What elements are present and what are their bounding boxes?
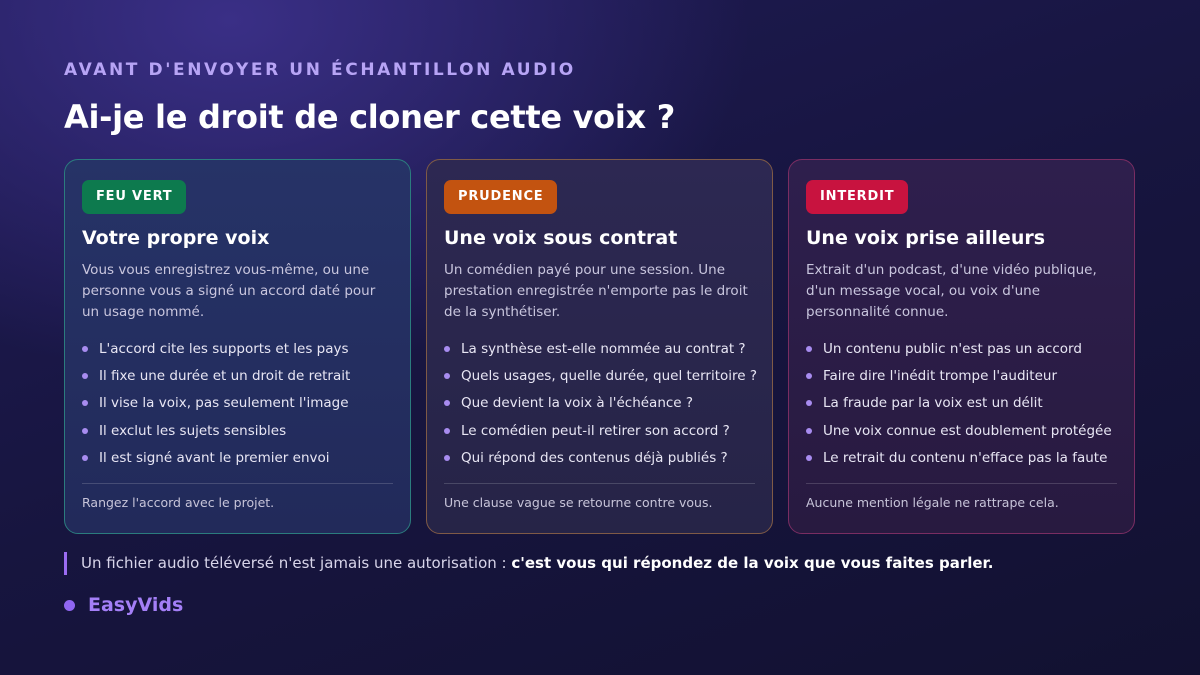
bullet-icon xyxy=(806,373,812,379)
quote-text: Un fichier audio téléversé n'est jamais une autorisation : xyxy=(81,554,512,572)
brand-logo xyxy=(64,594,183,616)
bullet-icon xyxy=(806,428,812,434)
card-green-light xyxy=(64,159,411,534)
card-footnote: Aucune mention légale ne rattrape cela. xyxy=(806,495,1059,510)
card-title: Une voix sous contrat xyxy=(444,227,678,249)
checklist xyxy=(806,339,1117,475)
list-item: Il fixe une durée et un droit de retrait xyxy=(82,366,393,393)
divider xyxy=(82,483,393,484)
card-footnote: Rangez l'accord avec le projet. xyxy=(82,495,275,510)
closing-quote xyxy=(64,552,994,575)
bullet-icon xyxy=(444,455,450,461)
eyebrow-label: AVANT D'ENVOYER UN ÉCHANTILLON AUDIO xyxy=(64,60,576,80)
bullet-icon xyxy=(82,400,88,406)
list-item: Qui répond des contenus déjà publiés ? xyxy=(444,448,755,475)
brand-dot-icon xyxy=(64,600,75,611)
status-badge: INTERDIT xyxy=(806,180,908,214)
card-description: Extrait d'un podcast, d'une vidéo publique, d'un message vocal, ou voix d'une personnalité connue. xyxy=(806,262,1097,320)
bullet-icon xyxy=(82,455,88,461)
list-item: Quels usages, quelle durée, quel territoire ? xyxy=(444,366,755,393)
list-item: Il est signé avant le premier envoi xyxy=(82,448,393,475)
bullet-icon xyxy=(82,346,88,352)
card-footnote: Une clause vague se retourne contre vous. xyxy=(444,495,713,510)
divider xyxy=(444,483,755,484)
bullet-icon xyxy=(806,400,812,406)
card-title: Une voix prise ailleurs xyxy=(806,227,1046,249)
card-forbidden xyxy=(788,159,1135,534)
quote-emphasis: c'est vous qui répondez de la voix que vous faites parler. xyxy=(511,554,994,572)
bullet-icon xyxy=(444,400,450,406)
list-item: La fraude par la voix est un délit xyxy=(806,393,1117,420)
bullet-icon xyxy=(444,346,450,352)
list-item: L'accord cite les supports et les pays xyxy=(82,339,393,366)
checklist xyxy=(444,339,758,475)
brand-name: EasyVids xyxy=(88,594,184,616)
status-badge: FEU VERT xyxy=(82,180,186,214)
list-item: Faire dire l'inédit trompe l'auditeur xyxy=(806,366,1117,393)
list-item: Il exclut les sujets sensibles xyxy=(82,421,393,448)
cards-row xyxy=(64,159,1135,534)
checklist xyxy=(82,339,393,475)
list-item: Que devient la voix à l'échéance ? xyxy=(444,393,755,420)
list-item: Une voix connue est doublement protégée xyxy=(806,421,1117,448)
list-item: Le comédien peut-il retirer son accord ? xyxy=(444,421,755,448)
page-title: Ai-je le droit de cloner cette voix ? xyxy=(64,98,675,136)
bullet-icon xyxy=(82,373,88,379)
list-item: Le retrait du contenu n'efface pas la faute xyxy=(806,448,1117,475)
card-description: Vous vous enregistrez vous-même, ou une personne vous a signé un accord daté pour un usage nommé. xyxy=(82,262,376,320)
bullet-icon xyxy=(444,373,450,379)
list-item: Un contenu public n'est pas un accord xyxy=(806,339,1117,366)
list-item: La synthèse est-elle nommée au contrat ? xyxy=(444,339,755,366)
status-badge: PRUDENCE xyxy=(444,180,557,214)
list-item: Il vise la voix, pas seulement l'image xyxy=(82,393,393,420)
bullet-icon xyxy=(444,428,450,434)
card-title: Votre propre voix xyxy=(82,227,270,249)
card-description: Un comédien payé pour une session. Une prestation enregistrée n'emporte pas le droit de la synthétiser. xyxy=(444,262,748,320)
bullet-icon xyxy=(806,346,812,352)
divider xyxy=(806,483,1117,484)
bullet-icon xyxy=(806,455,812,461)
bullet-icon xyxy=(82,428,88,434)
card-caution xyxy=(426,159,773,534)
